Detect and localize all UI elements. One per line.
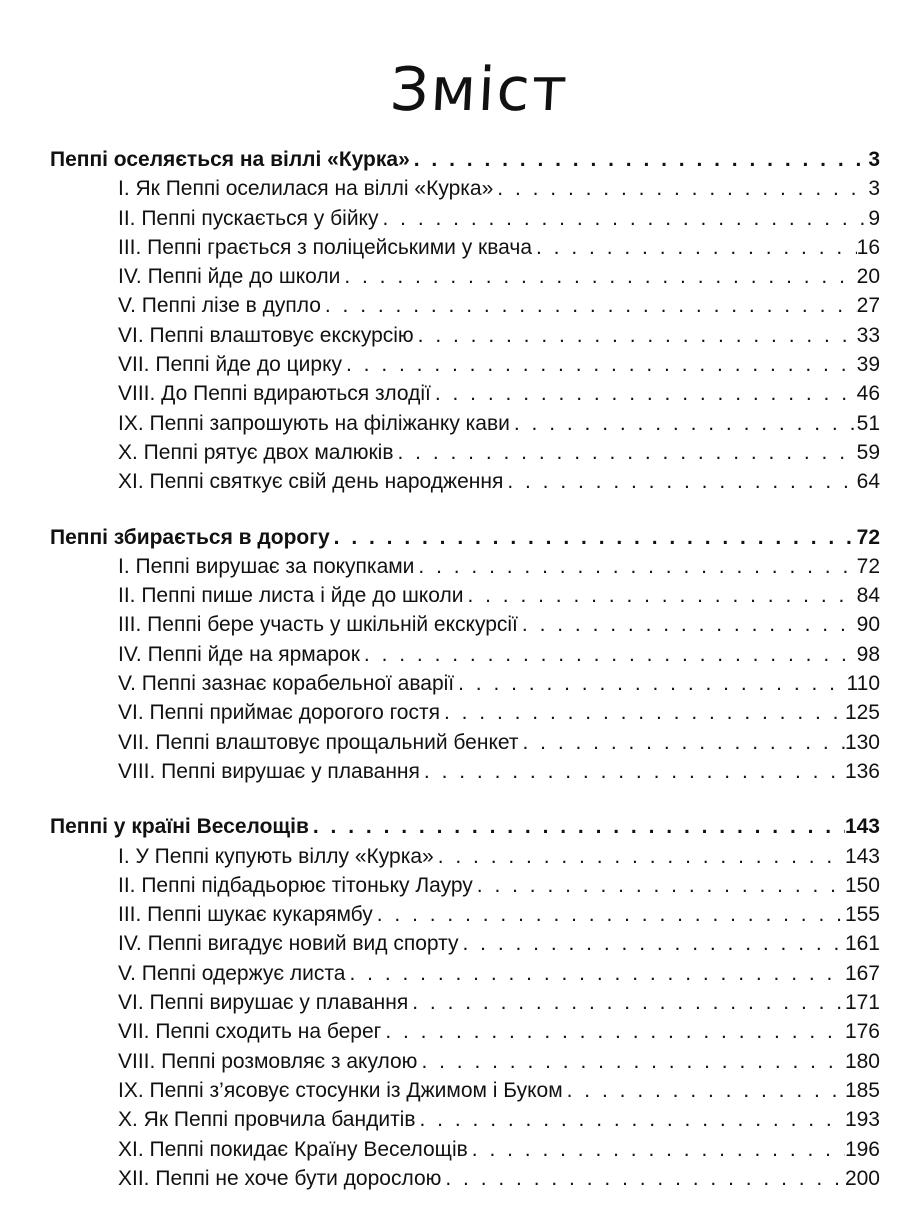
page-number: 9 [868,206,880,230]
chapter-title: XI. Пеппі святкує свій день народження [118,470,504,494]
chapter-title: III. Пеппі бере участь у шкільній екскурсії [118,613,518,637]
chapter-title: VII. Пеппі йде до цирку [118,353,342,377]
chapter-entry[interactable] [50,581,880,610]
dot-leader [334,523,857,552]
chapter-entry[interactable] [50,409,880,438]
chapter-entry[interactable] [50,900,880,929]
page-number: 64 [856,470,880,494]
dot-leader [445,1164,845,1193]
chapter-title: IX. Пеппі запрошують на філіжанку кави [118,411,510,435]
chapter-title: I. Пеппі вирушає за покупками [118,554,415,578]
chapter-entry[interactable] [50,1135,880,1164]
chapter-title: XI. Пеппі покидає Країну Веселощів [118,1137,468,1161]
chapter-entry[interactable] [50,1076,880,1105]
page-number: 72 [856,525,880,549]
chapter-entry[interactable] [50,698,880,727]
page-number: 193 [844,1108,880,1132]
chapter-title: I. Як Пеппі оселилася на віллі «Курка» [118,177,494,201]
dot-leader [424,757,845,786]
dot-leader [385,1017,845,1046]
dot-leader [325,291,857,320]
dot-leader [421,1047,845,1076]
chapter-entry[interactable] [50,204,880,233]
dot-leader [567,1076,845,1105]
page-number: 39 [856,353,880,377]
page-number: 136 [844,759,880,783]
chapter-entry[interactable] [50,1017,880,1046]
chapter-title: VII. Пеппі влаштовує прощальний бенкет [118,730,519,754]
dot-leader [472,1135,845,1164]
dot-leader [418,552,856,581]
page-number: 98 [856,642,880,666]
page-number: 185 [844,1078,880,1102]
page-number: 143 [844,844,880,868]
chapter-entry[interactable] [50,438,880,467]
page-number: 176 [844,1020,880,1044]
page-number: 16 [856,235,880,259]
page-number: 196 [844,1137,880,1161]
chapter-entry[interactable] [50,929,880,958]
chapter-entry[interactable] [50,988,880,1017]
page-number: 72 [856,554,880,578]
dot-leader [514,409,857,438]
dot-leader [398,438,857,467]
dot-leader [458,669,846,698]
part-title: Пеппі у країні Веселощів [50,815,309,839]
chapter-entry[interactable] [50,610,880,639]
chapter-title: II. Пеппі пускається у бійку [118,206,379,230]
dot-leader [344,262,856,291]
dot-leader [418,321,857,350]
chapter-entry[interactable] [50,842,880,871]
chapter-entry[interactable] [50,552,880,581]
page-number: 180 [844,1049,880,1073]
page-number: 59 [856,440,880,464]
part-heading[interactable] [50,145,880,174]
page-number: 130 [844,730,880,754]
toc-part [50,812,880,1193]
chapter-title: V. Пеппі одержує листа [118,961,346,985]
chapter-entry[interactable] [50,321,880,350]
page-number: 51 [856,411,880,435]
dot-leader [522,610,857,639]
chapter-title: IX. Пеппі з’ясовує стосунки із Джимом і Буком [118,1078,563,1102]
page-number: 171 [844,991,880,1015]
page-number: 90 [856,613,880,637]
page-number: 110 [846,672,880,696]
page-number: 27 [856,294,880,318]
dot-leader [349,959,844,988]
part-heading[interactable] [50,523,880,552]
chapter-entry[interactable] [50,467,880,496]
chapter-title: II. Пеппі підбадьорює тітоньку Лауру [118,873,473,897]
dot-leader [377,900,845,929]
chapter-title: VIII. Пеппі вирушає у плавання [118,759,420,783]
page-number: 46 [856,382,880,406]
chapter-title: IV. Пеппі вигадує новий вид спорту [118,932,459,956]
page-number: 33 [856,323,880,347]
page-number: 3 [868,177,880,201]
dot-leader [497,174,868,203]
page-number: 167 [844,961,880,985]
chapter-entry[interactable] [50,174,880,203]
page-number: 143 [844,815,880,839]
chapter-title: IV. Пеппі йде до школи [118,265,341,289]
page-number: 84 [856,584,880,608]
toc-part [50,145,880,497]
chapter-title: III. Пеппі шукає кукарямбу [118,903,373,927]
page-number: 125 [844,701,880,725]
chapter-entry[interactable] [50,669,880,698]
dot-leader [523,728,845,757]
page-number: 150 [844,873,880,897]
dot-leader [414,145,869,174]
dot-leader [477,871,845,900]
dot-leader [463,929,845,958]
dot-leader [364,640,857,669]
part-title: Пеппі збирається в дорогу [50,525,330,549]
chapter-title: I. У Пеппі купують віллу «Курка» [118,844,434,868]
chapter-entry[interactable] [50,262,880,291]
chapter-entry[interactable] [50,350,880,379]
chapter-entry[interactable] [50,728,880,757]
chapter-title: VII. Пеппі сходить на берег [118,1020,382,1044]
chapter-entry[interactable] [50,233,880,262]
chapter-entry[interactable] [50,959,880,988]
chapter-entry[interactable] [50,757,880,786]
dot-leader [346,350,857,379]
dot-leader [435,379,857,408]
chapter-title: V. Пеппі зазнає корабельної аварії [118,672,455,696]
dot-leader [507,467,856,496]
chapter-title: X. Пеппі рятує двох малюків [118,440,394,464]
dot-leader [444,698,845,727]
page-number: 20 [856,265,880,289]
toc-part [50,523,880,787]
chapter-entry[interactable] [50,640,880,669]
page-number: 3 [868,148,880,171]
chapter-title: X. Як Пеппі провчила бандитів [118,1108,416,1132]
chapter-title: VI. Пеппі вирушає у плавання [118,991,409,1015]
chapter-entry[interactable] [50,291,880,320]
chapter-entry[interactable] [50,1047,880,1076]
chapter-title: III. Пеппі грається з поліцейськими у квача [118,235,533,259]
chapter-title: V. Пеппі лізе в дупло [118,294,321,318]
chapter-title: VI. Пеппі приймає дорогого гостя [118,701,440,725]
dot-leader [313,812,845,841]
chapter-title: XII. Пеппі не хоче бути дорослою [118,1166,442,1190]
dot-leader [536,233,857,262]
dot-leader [467,581,856,610]
dot-leader [382,204,868,233]
part-title: Пеппі оселяється на віллі «Курка» [50,148,410,171]
table-of-contents [50,145,880,1219]
chapter-title: VIII. Пеппі розмовляє з акулою [118,1049,418,1073]
chapter-entry[interactable] [50,1164,880,1193]
page-number: 161 [844,932,880,956]
chapter-entry[interactable] [50,379,880,408]
chapter-title: VI. Пеппі влаштовує екскурсію [118,323,414,347]
chapter-title: VIII. До Пеппі вдираються злодії [118,382,431,406]
chapter-entry[interactable] [50,871,880,900]
dot-leader [438,842,845,871]
chapter-title: IV. Пеппі йде на ярмарок [118,642,360,666]
chapter-title: II. Пеппі пише листа і йде до школи [118,584,464,608]
dot-leader [412,988,845,1017]
page-title: Зміст [388,55,571,125]
page-number: 200 [844,1166,880,1190]
dot-leader [420,1105,845,1134]
page-number: 155 [844,903,880,927]
chapter-entry[interactable] [50,1105,880,1134]
part-heading[interactable] [50,812,880,841]
